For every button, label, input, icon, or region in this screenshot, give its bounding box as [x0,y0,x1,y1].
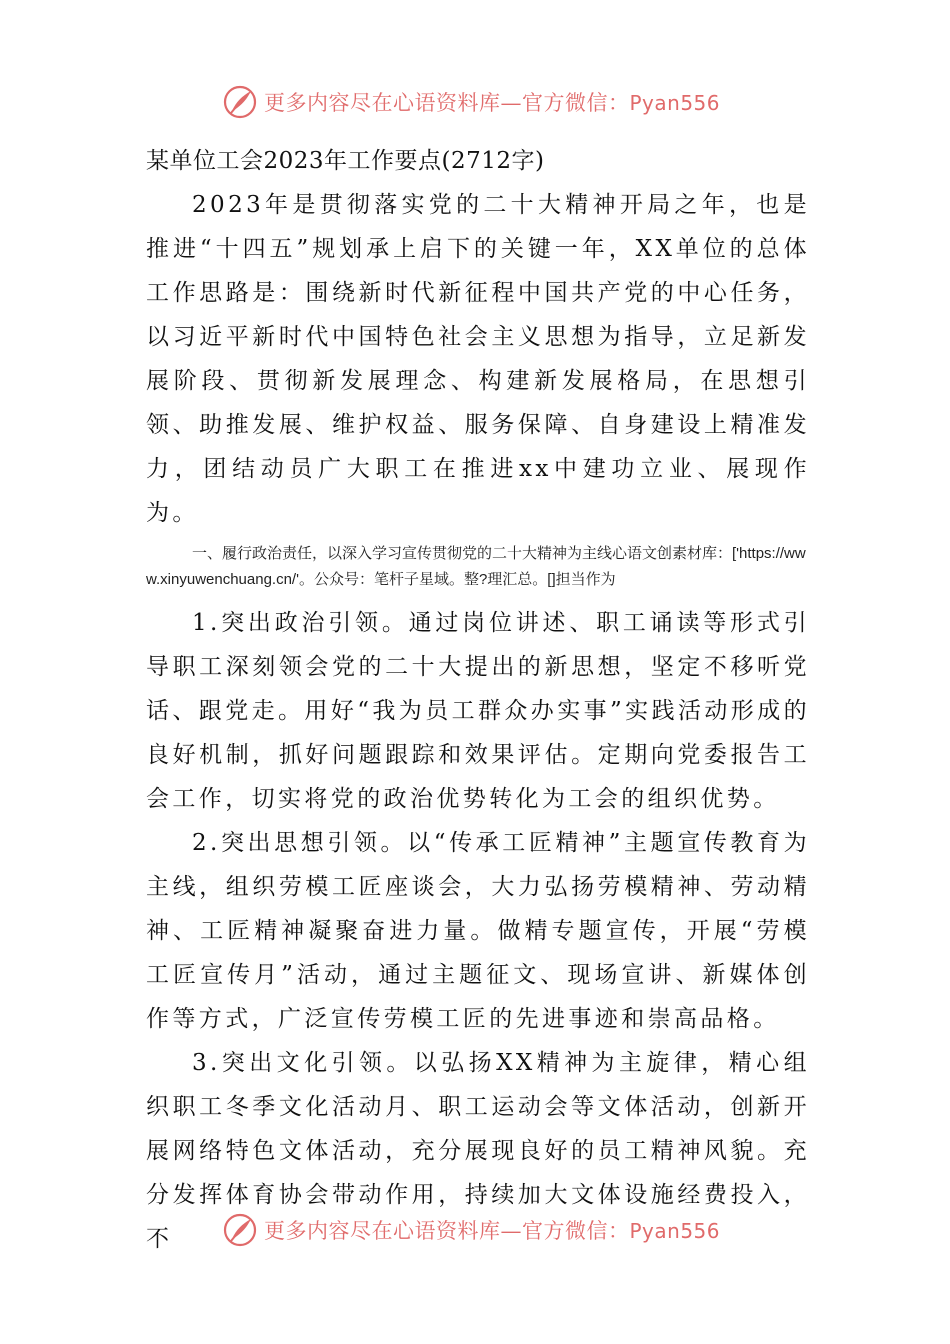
footer-banner [222,1210,742,1250]
document-body [146,140,810,1261]
quill-pen-logo-icon [222,84,258,120]
wechat-id: Pyan556 [629,91,721,115]
banner-text: 更多内容尽在心语资料库—官方微信：Pyan556 [264,1219,721,1243]
item-paragraph-1: 1.突出政治引领。通过岗位讲述、职工诵读等形式引导职工深刻领会党的二十大提出的新思想，坚定不移听党话、跟党走。用好“我为员工群众办实事”实践活动形成的良好机制，抓好问题跟踪和效果评估。定期向党委报告工会工作，切实将党的政治优势转化为工会的组织优势。 [146,610,810,812]
item-paragraph-3: 3.突出文化引领。以弘扬XX精神为主旋律，精心组织职工冬季文化活动月、职工运动会等文体活动，创新开展网络特色文体活动，充分展现良好的员工精神风貌。充分发挥体育协会带动作用，持续加大文体设施经费投入，不 [146,1050,810,1252]
document-title: 某单位工会2023年工作要点(2712字) [146,148,545,174]
intro-paragraph: 2023年是贯彻落实党的二十大精神开局之年，也是推进“十四五”规划承上启下的关键一年，XX单位的总体工作思路是：围绕新时代新征程中国共产党的中心任务，以习近平新时代中国特色社会主义思想为指导，立足新发展阶段、贯彻新发展理念、构建新发展格局，在思想引领、助推发展、维护权益、服务保障、自身建设上精准发力，团结动员广大职工在推进xx中建功立业、展现作为。 [146,192,810,526]
item-paragraph-2: 2.突出思想引领。以“传承工匠精神”主题宣传教育为主线，组织劳模工匠座谈会，大力弘扬劳模精神、劳动精神、工匠精神凝聚奋进力量。做精专题宣传，开展“劳模工匠宣传月”活动，通过主题征文、现场宣讲、新媒体创作等方式，广泛宣传劳模工匠的先进事迹和崇高品格。 [146,830,810,1032]
wechat-id: Pyan556 [629,1219,721,1243]
header-banner [222,82,742,122]
banner-text: 更多内容尽在心语资料库—官方微信：Pyan556 [264,91,721,115]
section-heading: 一、履行政治责任，以深入学习宣传贯彻党的二十大精神为主线心语文创素材库：['https://www.xinyuwenchuang.cn/'。公众号：笔杆子星域。整?理汇总。[]担当作为 [146,545,806,588]
quill-pen-logo-icon [222,1212,258,1248]
